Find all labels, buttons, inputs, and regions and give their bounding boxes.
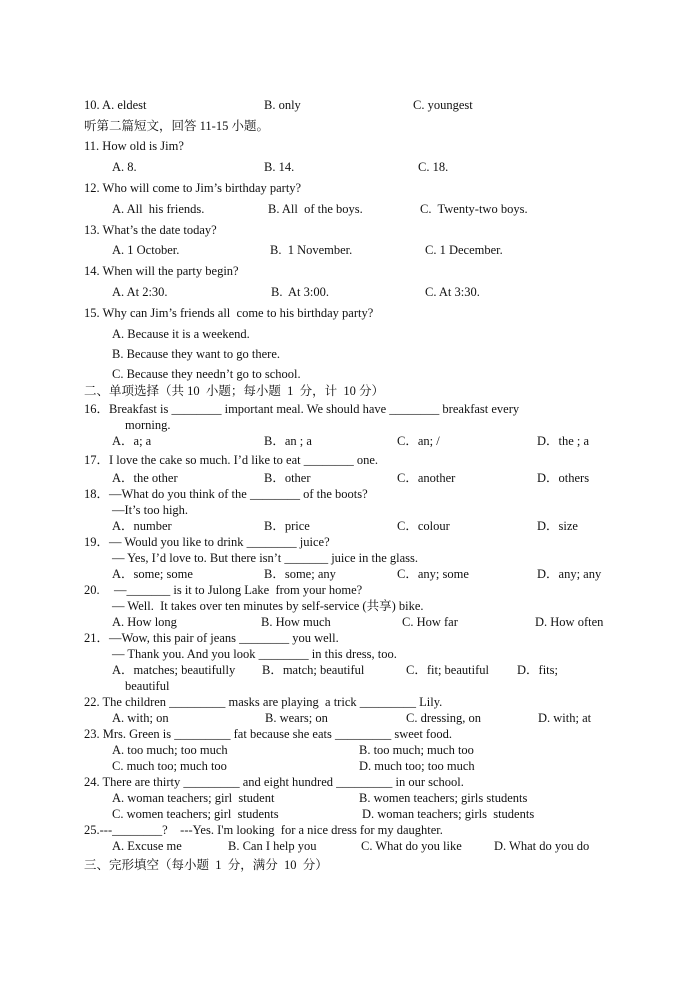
q22-option-c: C. dressing, on	[406, 711, 481, 725]
q11-option-c: C. 18.	[418, 160, 449, 174]
q10-option-b: B. only	[264, 98, 301, 112]
q20-option-c: C. How far	[402, 615, 458, 629]
q22-option-d: D. with; at	[538, 711, 592, 725]
q24-option-b: B. women teachers; girls students	[359, 791, 528, 805]
q20-option-a: A. How long	[112, 615, 177, 629]
q12-option-a: A. All his friends.	[112, 202, 205, 216]
q19-question: 19．— Would you like to drink ________ juice?	[84, 535, 330, 549]
q13-question: 13. What’s the date today?	[84, 223, 217, 237]
q12-question: 12. Who will come to Jim’s birthday party?	[84, 181, 302, 195]
q16-question: 16．Breakfast is ________ important meal. We should have ________ breakfast every	[84, 402, 520, 416]
q13-option-a: A. 1 October.	[112, 243, 180, 257]
q21-question-cont: — Thank you. And you look ________ in this dress, too.	[112, 647, 397, 661]
q18-question-cont: —It’s too high.	[112, 503, 189, 517]
q25-option-c: C. What do you like	[361, 839, 462, 853]
q24-option-d: D. woman teachers; girls students	[362, 807, 535, 821]
q14-option-c: C. At 3:30.	[425, 285, 480, 299]
q19-option-c: C．any; some	[397, 567, 469, 581]
q16-option-a: A．a; a	[112, 434, 152, 448]
q12-option-b: B. All of the boys.	[268, 202, 363, 216]
q11-option-b: B. 14.	[264, 160, 295, 174]
q19-question-cont: — Yes, I’d love to. But there isn’t _______ juice in the glass.	[112, 551, 418, 565]
q24-option-a: A. woman teachers; girl student	[112, 791, 275, 805]
q21-option-b: B．match; beautiful	[262, 663, 365, 677]
q19-option-b: B．some; any	[264, 567, 336, 581]
q16-question-cont: morning.	[125, 418, 171, 432]
q10-option-a: 10. A. eldest	[84, 98, 147, 112]
q13-option-b: B. 1 November.	[270, 243, 353, 257]
q20-question-cont: — Well. It takes over ten minutes by self-service (共享) bike.	[112, 599, 424, 613]
q19-option-d: D．any; any	[537, 567, 602, 581]
q17-option-b: B．other	[264, 471, 311, 485]
q23-question: 23. Mrs. Green is _________ fat because she eats _________ sweet food.	[84, 727, 452, 741]
q23-option-d: D. much too; too much	[359, 759, 475, 773]
q17-option-d: D．others	[537, 471, 590, 485]
q17-question: 17．I love the cake so much. I’d like to eat ________ one.	[84, 453, 379, 467]
q22-question: 22. The children _________ masks are playing a trick _________ Lily.	[84, 695, 443, 709]
q20-option-b: B. How much	[261, 615, 331, 629]
q21-option-c: C．fit; beautiful	[406, 663, 489, 677]
q15-option-c: C. Because they needn’t go to school.	[112, 367, 301, 381]
q18-option-c: C．colour	[397, 519, 450, 533]
q18-option-d: D．size	[537, 519, 578, 533]
q21-option-d: D．fits;	[517, 663, 558, 677]
q11-option-a: A. 8.	[112, 160, 137, 174]
q21-question: 21．—Wow, this pair of jeans ________ you well.	[84, 631, 339, 645]
section-three-heading: 三、完形填空（每小题 1 分，满分 10 分）	[84, 858, 328, 872]
q15-question: 15. Why can Jim’s friends all come to his birthday party?	[84, 306, 374, 320]
q15-option-a: A. Because it is a weekend.	[112, 327, 250, 341]
q20-question: —_______ is it to Julong Lake from your home?	[114, 583, 363, 597]
q16-option-c: C．an; /	[397, 434, 440, 448]
q18-question: 18．—What do you think of the ________ of the boots?	[84, 487, 368, 501]
q25-option-b: B. Can I help you	[228, 839, 317, 853]
q21-option-d-cont: beautiful	[125, 679, 170, 693]
q18-option-b: B．price	[264, 519, 310, 533]
q16-option-b: B．an ; a	[264, 434, 312, 448]
q23-option-a: A. too much; too much	[112, 743, 228, 757]
passage-two-heading: 听第二篇短文，回答 11-15 小题。	[84, 119, 269, 133]
q16-option-d: D．the ; a	[537, 434, 590, 448]
section-two-heading: 二、单项选择（共 10 小题；每小题 1 分，计 10 分）	[84, 384, 385, 398]
q17-option-c: C．another	[397, 471, 456, 485]
q15-option-b: B. Because they want to go there.	[112, 347, 281, 361]
q17-option-a: A．the other	[112, 471, 178, 485]
q13-option-c: C. 1 December.	[425, 243, 503, 257]
q25-option-a: A. Excuse me	[112, 839, 182, 853]
q14-option-a: A. At 2:30.	[112, 285, 168, 299]
q12-option-c: C. Twenty-two boys.	[420, 202, 528, 216]
q22-option-a: A. with; on	[112, 711, 169, 725]
q11-question: 11. How old is Jim?	[84, 139, 184, 153]
q25-question: 25.---________? ---Yes. I'm looking for a nice dress for my daughter.	[84, 823, 443, 837]
q25-option-d: D. What do you do	[494, 839, 590, 853]
q10-option-c: C. youngest	[413, 98, 473, 112]
q24-option-c: C. women teachers; girl students	[112, 807, 279, 821]
q23-option-c: C. much too; much too	[112, 759, 227, 773]
q23-option-b: B. too much; much too	[359, 743, 474, 757]
q19-option-a: A．some; some	[112, 567, 193, 581]
q14-option-b: B. At 3:00.	[271, 285, 329, 299]
q20-option-d: D. How often	[535, 615, 604, 629]
q20-number: 20.	[84, 583, 100, 597]
q22-option-b: B. wears; on	[265, 711, 328, 725]
q24-question: 24. There are thirty _________ and eight hundred _________ in our school.	[84, 775, 464, 789]
q18-option-a: A．number	[112, 519, 172, 533]
q14-question: 14. When will the party begin?	[84, 264, 239, 278]
q21-option-a: A．matches; beautifully	[112, 663, 236, 677]
